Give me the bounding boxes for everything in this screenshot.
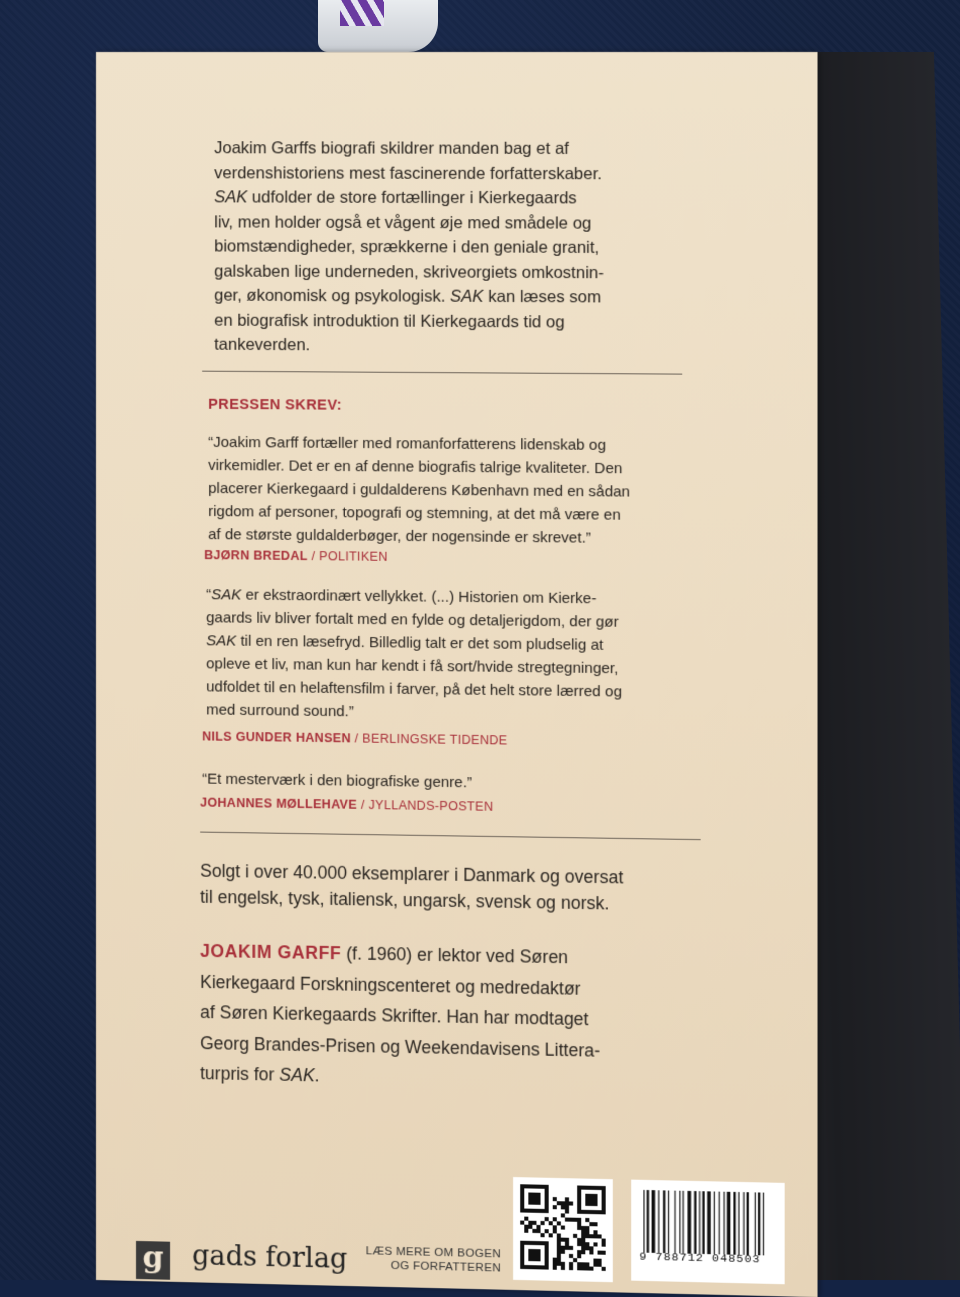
qr-module (593, 1234, 597, 1238)
barcode-bar (694, 1191, 696, 1254)
qr-module (581, 1246, 585, 1250)
blurb-line: Joakim Garffs biografi skildrer manden bag et af (214, 139, 569, 158)
qr-finder (585, 1194, 597, 1206)
press-source: / BERLINGSKE TIDENDE (354, 731, 508, 748)
bio-line: Kierkegaard Forskningscenteret og medredaktør (200, 971, 581, 999)
qr-module (553, 1262, 557, 1266)
qr-module (598, 1251, 602, 1255)
press-source: / POLITIKEN (311, 549, 388, 564)
qr-module (557, 1246, 561, 1250)
qr-module (528, 1221, 532, 1225)
quote-line: udfoldet til en helaftensfilm i farver, på det helt store lærred og (206, 678, 623, 701)
qr-module (561, 1213, 565, 1217)
qr-module (561, 1205, 565, 1209)
barcode-bar (719, 1192, 720, 1255)
quote-line: opleve et liv, man kun har kendt i få sort/hvide stregtegninger, (206, 655, 619, 678)
qr-module (581, 1238, 585, 1242)
qr-module (589, 1234, 593, 1238)
qr-module (545, 1229, 549, 1233)
bio-line: af Søren Kierkegaards Skrifter. Han har modtaget (200, 1001, 589, 1030)
qr-module (532, 1229, 536, 1233)
sales-line: til engelsk, tysk, italiensk, ungarsk, svensk og norsk. (200, 886, 610, 914)
qr-module (569, 1262, 573, 1266)
qr-module (536, 1229, 540, 1233)
blurb-line: SAK udfolder de store fortællinger i Kierkegaards (214, 188, 577, 208)
qr-module (569, 1266, 573, 1270)
blurb-line: liv, men holder også et vågent øje med smådele og (214, 212, 592, 233)
qr-module (585, 1226, 589, 1230)
quote-line: gaards liv bliver fortalt med en fylde og detaljerigdom, der gør (206, 609, 619, 631)
barcode-bar (668, 1190, 669, 1253)
quote-line: virkemidler. Det er en af denne biografis talrige kvaliteter. Den (208, 456, 623, 478)
quote-line: “Joakim Garff fortæller med romanforfatterens lidenskab og (208, 433, 606, 454)
qr-module (524, 1217, 528, 1221)
barcode-bar (727, 1192, 731, 1255)
qr-module (557, 1250, 561, 1254)
barcode-bar (733, 1192, 735, 1255)
qr-module (598, 1259, 602, 1263)
qr-module (565, 1238, 569, 1242)
qr-finder (528, 1249, 540, 1261)
publisher-logo: g (136, 1241, 170, 1280)
qr-module (565, 1205, 569, 1209)
qr-finder (528, 1192, 540, 1204)
blurb-line-rest: udfolder de store fortællinger i Kierkegaards (247, 188, 577, 208)
qr-module (553, 1229, 557, 1233)
qr-module (532, 1221, 536, 1225)
qr-module (577, 1226, 581, 1230)
qr-module (565, 1246, 569, 1250)
sales-line: Solgt i over 40.000 eksemplarer i Danmark og oversat (200, 860, 624, 888)
qr-code[interactable] (513, 1177, 613, 1282)
qr-module (569, 1246, 573, 1250)
qr-module (585, 1246, 589, 1250)
qr-module (553, 1258, 557, 1262)
bio-line: Georg Brandes-Prisen og Weekendavisens Littera- (200, 1032, 601, 1061)
qr-module (561, 1238, 565, 1242)
press-source: / JYLLANDS-POSTEN (360, 797, 494, 814)
qr-module (602, 1239, 606, 1243)
barcode-bar (643, 1190, 644, 1253)
qr-module (593, 1242, 597, 1246)
qr-module (561, 1262, 565, 1266)
qr-module (557, 1233, 561, 1237)
press-attribution-2 (202, 729, 507, 747)
barcode-bar (763, 1193, 764, 1256)
qr-module (602, 1267, 606, 1271)
book-back-cover (96, 52, 818, 1297)
quote-line: placerer Kierkegaard i guldalderens København med en sådan (208, 479, 631, 501)
qr-module (577, 1238, 581, 1242)
qr-module (545, 1217, 549, 1221)
qr-code-graphic (517, 1181, 609, 1278)
press-author: NILS GUNDER HANSEN (202, 729, 351, 746)
qr-module (573, 1218, 577, 1222)
qr-module (593, 1259, 597, 1263)
barcode-bar (679, 1191, 680, 1254)
barcode-bar (658, 1190, 659, 1253)
qr-module (565, 1201, 569, 1205)
object-top-edge (318, 0, 438, 52)
qr-module (557, 1254, 561, 1258)
barcode-bar (663, 1190, 665, 1253)
press-attribution-1 (204, 548, 388, 564)
qr-module (585, 1242, 589, 1246)
qr-module (589, 1222, 593, 1226)
barcode-graphic (631, 1180, 784, 1285)
barcode-bar (652, 1190, 656, 1253)
qr-module (557, 1201, 561, 1205)
qr-module (524, 1229, 528, 1233)
quote-line: SAK til en ren læsefryd. Billedlig talt er det som pludselig at (206, 632, 604, 654)
blurb-line: verdenshistoriens mest fascinerende forfatterskaber. (214, 163, 602, 183)
qr-module (577, 1262, 581, 1266)
qr-module (577, 1218, 581, 1222)
barcode-bar (738, 1192, 739, 1255)
qr-module (581, 1266, 585, 1270)
qr-module (602, 1251, 606, 1255)
barcode-bar (724, 1192, 725, 1255)
isbn-number: 9 788712 048503 (639, 1250, 761, 1267)
bio-line-rest: (f. 1960) er lektor ved Søren (341, 943, 569, 968)
qr-module (557, 1242, 561, 1246)
barcode-bar (743, 1192, 744, 1255)
qr-module (565, 1209, 569, 1213)
qr-module (581, 1234, 585, 1238)
press-quote-2 (206, 583, 703, 728)
press-attribution-3 (200, 795, 493, 813)
qr-module (585, 1262, 589, 1266)
qr-module (561, 1246, 565, 1250)
barcode-bar (755, 1192, 756, 1255)
qr-module (557, 1238, 561, 1242)
quote-line: af de største guldalderbøger, der nogensinde er skrevet.” (208, 526, 591, 547)
qr-module (598, 1234, 602, 1238)
blurb-line: biomstændigheder, sprækkerne i den geniale granit, (214, 237, 600, 257)
more-info-line: LÆS MERE OM BOGEN (365, 1245, 501, 1261)
qr-module (593, 1230, 597, 1234)
qr-module (577, 1254, 581, 1258)
bio-author-name: JOAKIM GARFF (200, 940, 342, 964)
qr-module (565, 1197, 569, 1201)
barcode-bar (707, 1191, 711, 1254)
qr-module (577, 1266, 581, 1270)
qr-module (569, 1218, 573, 1222)
qr-module (589, 1250, 593, 1254)
qr-module (589, 1246, 593, 1250)
qr-module (528, 1225, 532, 1229)
blurb-line: galskaben lige underneden, skriveorgiets omkostnin- (214, 261, 604, 282)
quote-line: med surround sound.” (206, 701, 354, 721)
qr-module (520, 1221, 524, 1225)
qr-module (557, 1258, 561, 1262)
quote-line: “SAK er ekstraordinært vellykket. (...) Historien om Kierke- (206, 586, 597, 608)
qr-module (561, 1201, 565, 1205)
qr-module (589, 1267, 593, 1271)
press-author: JOHANNES MØLLEHAVE (200, 795, 358, 812)
blurb-paragraph (214, 136, 690, 360)
quote-line: “Et mesterværk i den biografiske genre.” (202, 770, 473, 792)
press-quote-1 (208, 431, 694, 551)
qr-module (524, 1225, 528, 1229)
barcode-bar (699, 1191, 700, 1254)
more-info-note (359, 1244, 501, 1275)
blurb-line: tankeverden. (214, 335, 311, 355)
qr-module (585, 1218, 589, 1222)
qr-module (561, 1266, 565, 1270)
isbn-barcode (631, 1180, 784, 1285)
qr-module (557, 1221, 561, 1225)
qr-module (553, 1225, 557, 1229)
press-quote-3 (202, 767, 688, 797)
qr-module (573, 1258, 577, 1262)
barcode-bar (647, 1190, 649, 1253)
qr-module (593, 1263, 597, 1267)
divider-top (202, 371, 682, 375)
qr-module (561, 1250, 565, 1254)
qr-module (577, 1222, 581, 1226)
press-author: BJØRN BREDAL (204, 548, 308, 564)
blurb-line: en biografisk introduktion til Kierkegaards tid og (214, 311, 565, 332)
barcode-bar (702, 1191, 704, 1254)
qr-module (598, 1263, 602, 1267)
barcode-bar (683, 1191, 684, 1254)
divider-bottom (200, 832, 700, 841)
qr-module (536, 1225, 540, 1229)
qr-module (541, 1233, 545, 1237)
qr-module (549, 1233, 553, 1237)
qr-module (581, 1250, 585, 1254)
qr-module (581, 1262, 585, 1266)
qr-module (541, 1221, 545, 1225)
qr-module (549, 1221, 553, 1225)
sales-paragraph (200, 858, 686, 918)
qr-module (602, 1243, 606, 1247)
qr-module (573, 1234, 577, 1238)
qr-module (593, 1222, 597, 1226)
barcode-bar (747, 1192, 749, 1255)
qr-module (581, 1230, 585, 1234)
qr-module (569, 1254, 573, 1258)
qr-module (577, 1250, 581, 1254)
blurb-line: ger, økonomisk og psykologisk. SAK kan læses som (214, 286, 602, 307)
qr-module (577, 1242, 581, 1246)
more-info-line: OG FORFATTEREN (390, 1259, 501, 1275)
qr-module (553, 1197, 557, 1201)
qr-module (565, 1242, 569, 1246)
qr-module (565, 1218, 569, 1222)
qr-module (581, 1242, 585, 1246)
quote-line: rigdom af personer, topografi og stemning, at det må være en (208, 502, 621, 524)
qr-module (561, 1225, 565, 1229)
barcode-bar (714, 1191, 715, 1254)
author-bio (200, 936, 707, 1099)
qr-module (569, 1201, 573, 1205)
qr-module (553, 1266, 557, 1270)
qr-module (553, 1217, 557, 1221)
publisher-name: gads forlag (192, 1240, 348, 1275)
qr-module (585, 1234, 589, 1238)
bio-line: turpris for SAK. (200, 1063, 320, 1086)
qr-module (553, 1205, 557, 1209)
barcode-bar (674, 1191, 675, 1254)
qr-module (557, 1262, 561, 1266)
barcode-bar (688, 1191, 692, 1254)
qr-module (585, 1266, 589, 1270)
barcode-bar (758, 1192, 760, 1255)
press-heading: PRESSEN SKREV: (208, 396, 342, 414)
qr-module (585, 1230, 589, 1234)
qr-module (581, 1226, 585, 1230)
